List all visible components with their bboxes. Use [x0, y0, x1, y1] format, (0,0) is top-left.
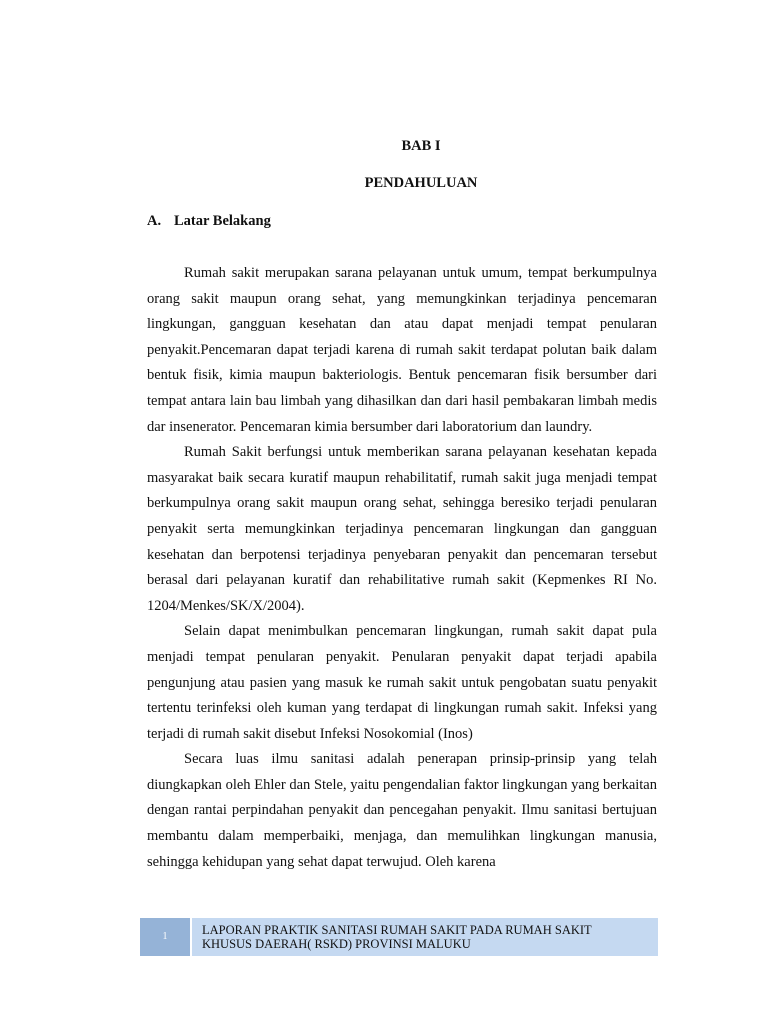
- chapter-number: BAB I: [401, 138, 441, 154]
- footer-divider: [190, 918, 192, 956]
- footer-title-line-1: LAPORAN PRAKTIK SANITASI RUMAH SAKIT PADA RUMAH SAKIT: [202, 923, 592, 937]
- page-number: 1: [140, 918, 190, 956]
- section-title: Latar Belakang: [174, 213, 271, 229]
- body-text: [147, 261, 657, 875]
- chapter-title: PENDAHULUAN: [364, 175, 478, 191]
- paragraph: Secara luas ilmu sanitasi adalah penerapan prinsip-prinsip yang telah diungkapkan oleh Ehler dan Stele, yaitu pengendalian faktor lingkungan yang berkaitan dengan rantai perpindahan penyakit dan pencegahan penyakit. Ilmu sanitasi bertujuan membantu dalam memperbaiki, menjaga, dan memulihkan lingkungan manusia, sehingga kehidupan yang sehat dapat terwujud. Oleh karena: [147, 751, 657, 870]
- paragraph: Selain dapat menimbulkan pencemaran lingkungan, rumah sakit dapat pula menjadi tempat penularan penyakit. Penularan penyakit dapat terjadi apabila pengunjung atau pasien yang masuk ke rumah sakit untuk pengobatan suatu penyakit tertentu terinfeksi oleh kuman yang terdapat di lingkungan rumah sakit. Infeksi yang terjadi di rumah sakit disebut Infeksi Nosokomial (Inos): [147, 623, 657, 742]
- footer-title: [202, 923, 652, 951]
- paragraph: Rumah sakit merupakan sarana pelayanan untuk umum, tempat berkumpulnya orang sakit maupun orang sehat, yang memungkinkan terjadinya pencemaran lingkungan, gangguan kesehatan dan atau dapat menjadi tempat penularan penyakit.Pencemaran dapat terjadi karena di rumah sakit terdapat polutan baik dalam bentuk fisik, kimia maupun bakteriologis. Bentuk pencemaran fisik bersumber dari tempat antara lain bau limbah yang dihasilkan dan dari hasil pembakaran limbah medis dar insenerator. Pencemaran kimia bersumber dari laboratorium dan laundry.: [147, 265, 657, 435]
- section-letter: A.: [147, 213, 162, 229]
- footer-title-line-2: KHUSUS DAERAH( RSKD) PROVINSI MALUKU: [202, 937, 471, 951]
- page-footer: [140, 918, 658, 956]
- section-heading: [147, 213, 271, 230]
- paragraph: Rumah Sakit berfungsi untuk memberikan sarana pelayanan kesehatan kepada masyarakat baik secara kuratif maupun rehabilitatif, rumah sakit juga menjadi tempat berkumpulnya orang sakit maupun orang sehat, sehingga beresiko terjadi penularan penyakit serta memungkinkan terjadinya pencemaran lingkungan dan gangguan kesehatan dan berpotensi terjadinya penyebaran penyakit dan pencemaran tersebut berasal dari pelayanan kuratif dan rehabilitative rumah sakit (Kepmenkes RI No. 1204/Menkes/SK/X/2004).: [147, 444, 657, 614]
